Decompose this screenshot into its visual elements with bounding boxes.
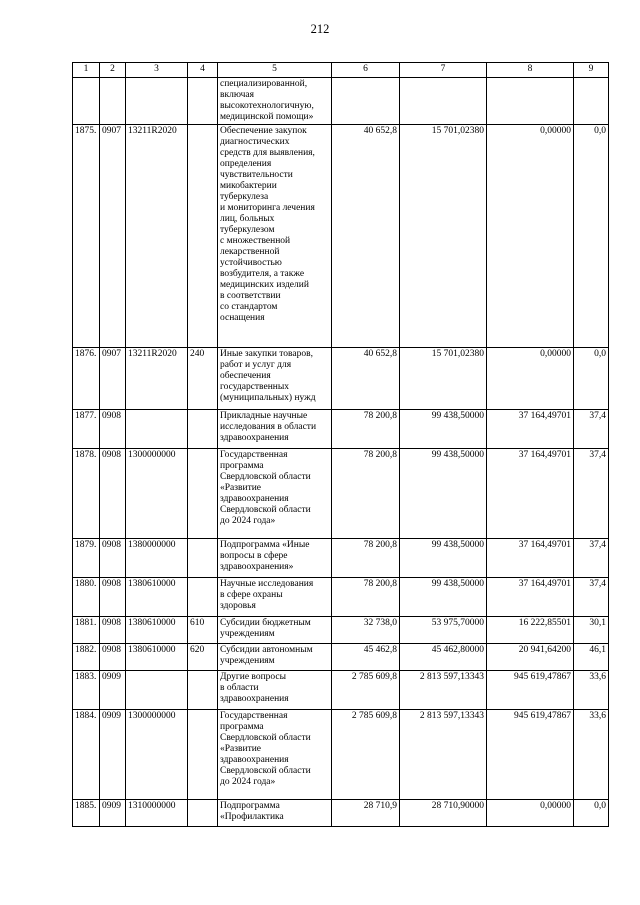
amount-col-8: 0,00000 <box>487 800 574 827</box>
item-name: Подпрограмма «Профилактика <box>218 800 332 827</box>
column-header: 7 <box>400 63 487 78</box>
item-name: Другие вопросы в области здравоохранения <box>218 671 332 710</box>
amount-col-6: 45 462,8 <box>332 644 400 671</box>
amount-col-6: 78 200,8 <box>332 539 400 578</box>
table-row <box>73 539 609 578</box>
target-article-code: 1380610000 <box>126 578 188 617</box>
row-number: 1882. <box>73 644 100 671</box>
amount-col-8: 20 941,64200 <box>487 644 574 671</box>
percent-col-9: 37,4 <box>574 410 609 449</box>
section-code: 0909 <box>100 671 126 710</box>
row-number: 1879. <box>73 539 100 578</box>
percent-col-9: 33,6 <box>574 710 609 800</box>
table-header-row <box>73 63 609 78</box>
percent-col-9: 0,0 <box>574 125 609 348</box>
row-number: 1884. <box>73 710 100 800</box>
amount-col-6: 40 652,8 <box>332 125 400 348</box>
target-article-code <box>126 78 188 125</box>
expense-type-code: 620 <box>188 644 218 671</box>
page-number: 212 <box>310 22 330 36</box>
section-code: 0907 <box>100 348 126 410</box>
expense-type-code: 610 <box>188 617 218 644</box>
column-header: 4 <box>188 63 218 78</box>
percent-col-9: 46,1 <box>574 644 609 671</box>
amount-col-6: 78 200,8 <box>332 578 400 617</box>
amount-col-8: 37 164,49701 <box>487 539 574 578</box>
expense-type-code <box>188 449 218 539</box>
item-name: специализированной, включая высокотехнологичную, медицинской помощи» <box>218 78 332 125</box>
table-row <box>73 578 609 617</box>
table-row <box>73 410 609 449</box>
amount-col-8: 37 164,49701 <box>487 410 574 449</box>
row-number: 1878. <box>73 449 100 539</box>
item-name: Государственная программа Свердловской области «Развитие здравоохранения Свердловской области до 2024 года» <box>218 449 332 539</box>
section-code: 0908 <box>100 644 126 671</box>
row-number: 1877. <box>73 410 100 449</box>
expense-type-code <box>188 125 218 348</box>
amount-col-8: 37 164,49701 <box>487 578 574 617</box>
amount-col-8: 16 222,85501 <box>487 617 574 644</box>
target-article-code: 1380610000 <box>126 644 188 671</box>
target-article-code <box>126 671 188 710</box>
row-number: 1876. <box>73 348 100 410</box>
amount-col-7: 15 701,02380 <box>400 348 487 410</box>
amount-col-8 <box>487 78 574 125</box>
target-article-code: 13211R2020 <box>126 125 188 348</box>
expense-type-code <box>188 671 218 710</box>
amount-col-6 <box>332 78 400 125</box>
percent-col-9: 33,6 <box>574 671 609 710</box>
amount-col-6: 2 785 609,8 <box>332 710 400 800</box>
amount-col-7: 15 701,02380 <box>400 125 487 348</box>
section-code: 0908 <box>100 578 126 617</box>
section-code: 0908 <box>100 410 126 449</box>
table-row <box>73 449 609 539</box>
expense-type-code <box>188 78 218 125</box>
percent-col-9: 37,4 <box>574 539 609 578</box>
percent-col-9: 0,0 <box>574 348 609 410</box>
table-row <box>73 671 609 710</box>
row-number: 1880. <box>73 578 100 617</box>
amount-col-6: 28 710,9 <box>332 800 400 827</box>
target-article-code: 1300000000 <box>126 710 188 800</box>
target-article-code: 1380610000 <box>126 617 188 644</box>
item-name: Государственная программа Свердловской области «Развитие здравоохранения Свердловской области до 2024 года» <box>218 710 332 800</box>
row-number: 1875. <box>73 125 100 348</box>
percent-col-9: 37,4 <box>574 578 609 617</box>
item-name: Подпрограмма «Иные вопросы в сфере здравоохранения» <box>218 539 332 578</box>
expense-type-code <box>188 539 218 578</box>
table-row <box>73 644 609 671</box>
amount-col-6: 2 785 609,8 <box>332 671 400 710</box>
row-number <box>73 78 100 125</box>
amount-col-8: 0,00000 <box>487 125 574 348</box>
target-article-code: 1380000000 <box>126 539 188 578</box>
table-row <box>73 617 609 644</box>
table-row <box>73 125 609 348</box>
table-row <box>73 78 609 125</box>
amount-col-8: 945 619,47867 <box>487 671 574 710</box>
expense-type-code <box>188 800 218 827</box>
amount-col-7: 2 813 597,13343 <box>400 671 487 710</box>
column-header: 3 <box>126 63 188 78</box>
expense-type-code <box>188 410 218 449</box>
column-header: 2 <box>100 63 126 78</box>
amount-col-8: 37 164,49701 <box>487 449 574 539</box>
table-row <box>73 348 609 410</box>
amount-col-7: 45 462,80000 <box>400 644 487 671</box>
expense-type-code <box>188 710 218 800</box>
amount-col-8: 945 619,47867 <box>487 710 574 800</box>
item-name: Научные исследования в сфере охраны здоровья <box>218 578 332 617</box>
row-number: 1885. <box>73 800 100 827</box>
amount-col-7: 28 710,90000 <box>400 800 487 827</box>
row-number: 1883. <box>73 671 100 710</box>
row-number: 1881. <box>73 617 100 644</box>
target-article-code <box>126 410 188 449</box>
item-name: Иные закупки товаров, работ и услуг для обеспечения государственных (муниципальных) нужд <box>218 348 332 410</box>
table-row <box>73 800 609 827</box>
section-code <box>100 78 126 125</box>
amount-col-7: 99 438,50000 <box>400 539 487 578</box>
item-name: Прикладные научные исследования в области здравоохранения <box>218 410 332 449</box>
target-article-code: 1310000000 <box>126 800 188 827</box>
percent-col-9: 0,0 <box>574 800 609 827</box>
section-code: 0908 <box>100 617 126 644</box>
amount-col-7: 99 438,50000 <box>400 449 487 539</box>
target-article-code: 13211R2020 <box>126 348 188 410</box>
amount-col-6: 78 200,8 <box>332 410 400 449</box>
column-header: 6 <box>332 63 400 78</box>
table-row <box>73 710 609 800</box>
budget-table <box>72 62 609 827</box>
percent-col-9: 30,1 <box>574 617 609 644</box>
percent-col-9 <box>574 78 609 125</box>
column-header: 9 <box>574 63 609 78</box>
amount-col-7: 53 975,70000 <box>400 617 487 644</box>
expense-type-code: 240 <box>188 348 218 410</box>
amount-col-7: 99 438,50000 <box>400 578 487 617</box>
target-article-code: 1300000000 <box>126 449 188 539</box>
column-header: 1 <box>73 63 100 78</box>
amount-col-7 <box>400 78 487 125</box>
amount-col-7: 2 813 597,13343 <box>400 710 487 800</box>
amount-col-6: 78 200,8 <box>332 449 400 539</box>
item-name: Обеспечение закупок диагностических средств для выявления, определения чувствительности микобактерии туберкулеза и мониторинга лечения лиц, больных туберкулезом с множественной лекарственной устойчивостью возбудителя, а также медицинских изделий в соответствии со стандартом оснащения <box>218 125 332 348</box>
column-header: 8 <box>487 63 574 78</box>
item-name: Субсидии бюджетным учреждениям <box>218 617 332 644</box>
section-code: 0907 <box>100 125 126 348</box>
amount-col-7: 99 438,50000 <box>400 410 487 449</box>
column-header: 5 <box>218 63 332 78</box>
amount-col-8: 0,00000 <box>487 348 574 410</box>
section-code: 0909 <box>100 800 126 827</box>
item-name: Субсидии автономным учреждениям <box>218 644 332 671</box>
section-code: 0908 <box>100 539 126 578</box>
percent-col-9: 37,4 <box>574 449 609 539</box>
expense-type-code <box>188 578 218 617</box>
section-code: 0908 <box>100 449 126 539</box>
amount-col-6: 40 652,8 <box>332 348 400 410</box>
section-code: 0909 <box>100 710 126 800</box>
amount-col-6: 32 738,0 <box>332 617 400 644</box>
